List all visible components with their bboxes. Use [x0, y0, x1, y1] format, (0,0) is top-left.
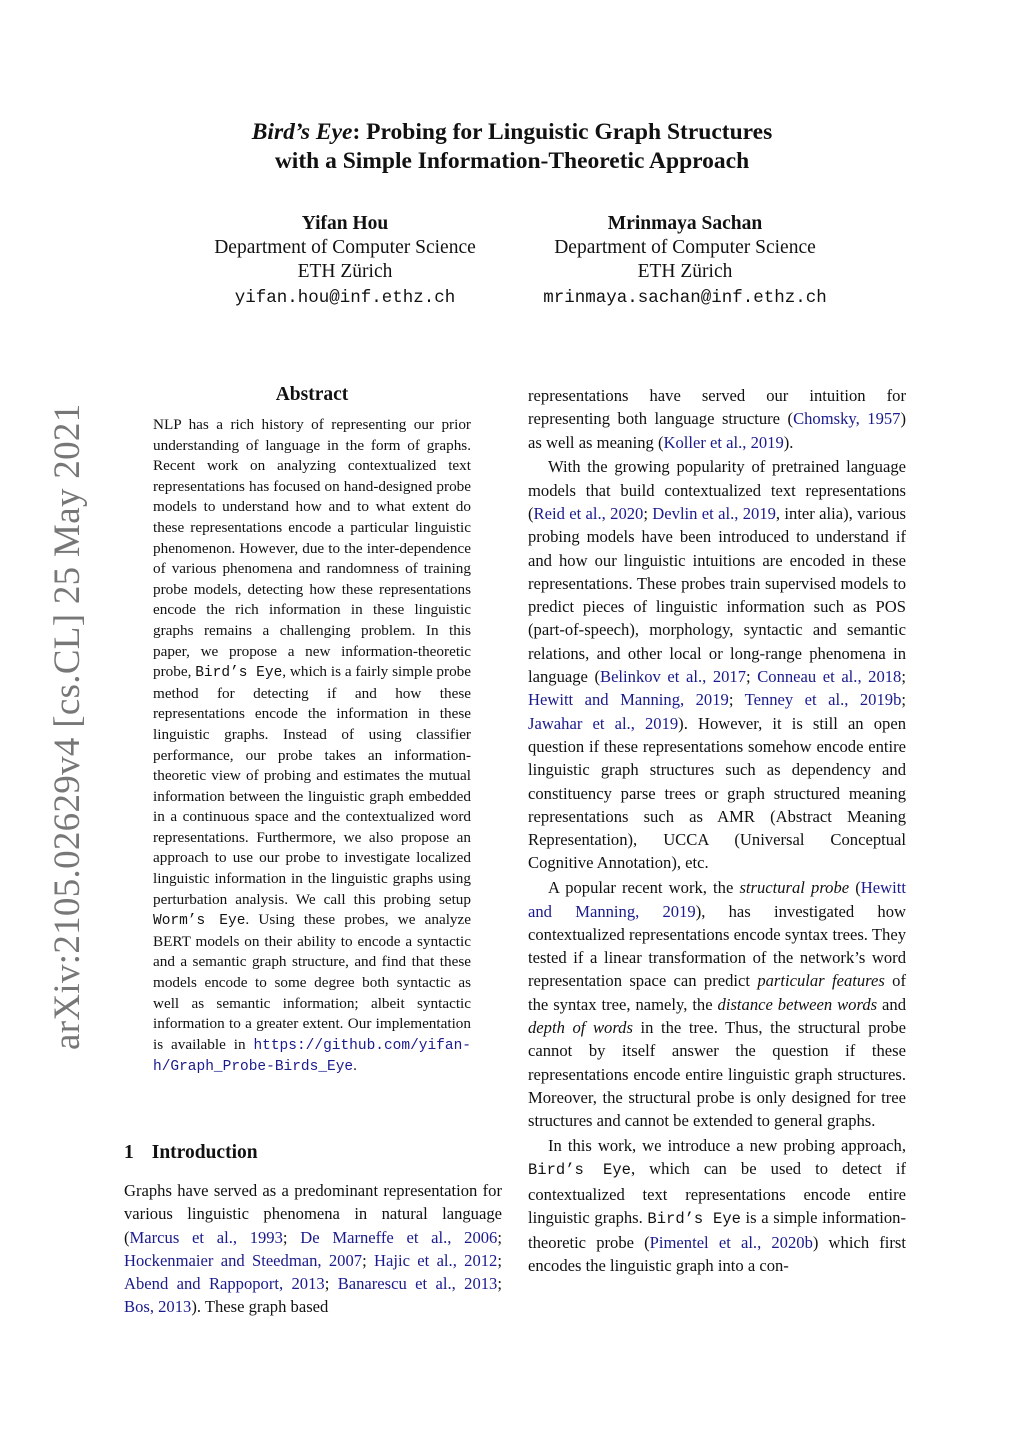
citation-link[interactable]: Abend and Rappoport, 2013 [124, 1274, 325, 1294]
section-number: 1 [124, 1142, 134, 1163]
citation-link[interactable]: Hajic et al., 2012 [374, 1250, 498, 1270]
abstract-text-2: , which is a fairly simple probe method for detecting if and how these representations encode the information in these linguistic graphs. Instead of using classifier performance, our probe takes an information-theoretic view of probing and estimates the mutual information between the linguistic graph embedded in a continuous space and the contextualized word representations. Furthermore, we also propose an approach to use our probe to investigate localized linguistic information in the linguistic graphs using perturbation analysis. We call this probing setup [153, 663, 472, 908]
section-title: Introduction [151, 1142, 258, 1163]
citation-link[interactable]: Bos, 2013 [124, 1297, 192, 1317]
emphasis: particular features [757, 971, 885, 991]
author-institution: ETH Zürich [637, 261, 733, 282]
author-email[interactable]: mrinmaya.sachan@inf.ethz.ch [543, 288, 827, 308]
emphasis: distance between words [717, 994, 878, 1014]
paper-title [0, 118, 1024, 176]
emphasis: structural probe [739, 878, 850, 898]
probe-name-worms-eye: Worm’s Eye [153, 913, 246, 930]
citation-link[interactable]: Hockenmaier and Steedman, 2007 [124, 1250, 363, 1270]
author-name: Mrinmaya Sachan [607, 213, 763, 234]
abstract-text-3: . Using these probes, we analyze BERT models on their ability to encode a syntactic and a semantic graph structure, and find that these models encode to some degree both syntactic as well as semantic information; albeit syntactic information to a greater extent. Our implementation is available in [153, 911, 471, 1053]
author-email[interactable]: yifan.hou@inf.ethz.ch [234, 288, 456, 308]
title-italic-part: Bird’s Eye [251, 119, 353, 145]
author-institution: ETH Zürich [297, 261, 393, 282]
emphasis: depth of words [528, 1018, 633, 1038]
section-heading-introduction [124, 1142, 258, 1164]
citation-link[interactable]: Banarescu et al., 2013 [337, 1274, 498, 1294]
probe-name-birds-eye: Bird’s Eye [647, 1209, 741, 1228]
citation-link[interactable]: Reid et al., 2020 [533, 503, 644, 523]
title-line-1 [0, 118, 1024, 147]
citation-link[interactable]: De Marneffe et al., 2006 [300, 1227, 498, 1247]
citation-link[interactable]: Devlin et al., 2019 [652, 503, 776, 523]
probe-name-birds-eye: Bird’s Eye [528, 1161, 631, 1180]
citation-link[interactable]: Jawahar et al., 2019 [528, 713, 679, 733]
citation-link[interactable]: Chomsky, 1957 [793, 409, 901, 429]
abstract-body: NLP has a rich history of representing our prior understanding of language in the form of graphs. Recent work on analyzing contextualized text representations has focused on hand-designed probe models to understand how and to what extent do these representations encode a particular linguistic phenomenon. However, due to the inter-dependence of various phenomena and randomness of training probe models, detecting how these representations encode the rich information in these linguistic graphs remains a challenging problem. In this paper, we propose a new information-theoretic probe, Bird’s Eye, which is a fairly simple probe method for detecting if and how these representations encode the information in these linguistic graphs. Instead of using classifier performance, our probe takes an information-theoretic view of probing and estimates the mutual information between the linguistic graph embedded in a continuous space and the contextualized word representations. Furthermore, we also propose an approach to use our probe to investigate localized linguistic information in the linguistic graphs using perturbation analysis. We call this probing setup Worm’s Eye. Using these probes, we analyze BERT models on their ability to encode a syntactic and a semantic graph structure, and find that these models encode to some degree both syntactic as well as semantic information; albeit syntactic information to a greater extent. Our implementation is available in https://github.com/yifan-h/Graph_Probe-Birds_Eye. [153, 416, 472, 1076]
intro-paragraph-3: A popular recent work, the structural probe (Hewitt and Manning, 2019), has investigated how contextualized representations encode syntax trees. They tested if a linear transformation of the network’s word representation space can predict particular features of the syntax tree, namely, the distance between words and depth of words in the tree. Thus, the structural probe cannot by itself answer the question if these representations encode entire linguistic graph structures. Moreover, the structural probe is only designed for tree structures and cannot be extended to general graphs. [528, 878, 906, 1131]
citation-link[interactable]: Marcus et al., 1993 [129, 1227, 283, 1247]
probe-name-birds-eye: Bird’s Eye [195, 665, 283, 682]
title-rest: : Probing for Linguistic Graph Structures [352, 119, 773, 145]
citation-link[interactable]: Koller et al., 2019 [663, 432, 784, 452]
arxiv-identifier: arXiv:2105.02629v4 [cs.CL] 25 May 2021 [47, 403, 88, 1050]
author-department: Department of Computer Science [214, 237, 476, 258]
right-column [528, 384, 906, 1279]
citation-link[interactable]: Hewitt and Manning, 2019 [528, 690, 729, 710]
citation-link[interactable]: Hewitt and Manning, 2019 [528, 878, 906, 921]
github-link[interactable]: https://github.com/yifan-h/Graph_Probe-Birds_Eye [153, 1037, 471, 1076]
author-block-1 [165, 212, 525, 310]
author-name: Yifan Hou [301, 213, 389, 234]
abstract-text-1: NLP has a rich history of representing our prior understanding of language in the form of graphs. Recent work on analyzing contextualized text representations has focused on hand-designed probe models to understand how and to what extent do these representations encode a particular linguistic phenomenon. However, due to the inter-dependence of various phenomena and randomness of training probe models, detecting how these representations encode the rich information in these linguistic graphs remains a challenging problem. In this paper, we propose a new information-theoretic probe, [153, 416, 471, 681]
author-block-2 [505, 212, 865, 310]
citation-link[interactable]: Conneau et al., 2018 [757, 667, 902, 687]
title-line-2: with a Simple Information-Theoretic Approach [274, 148, 750, 174]
citation-link[interactable]: Belinkov et al., 2017 [600, 667, 747, 687]
intro-paragraph-2: With the growing popularity of pretrained language models that build contextualized text representations (Reid et al., 2020; Devlin et al., 2019, inter alia), various probing models have been introduced to understand if and how our linguistic intuitions are encoded in these representations. These probes train supervised models to predict pieces of linguistic information such as POS (part-of-speech), morphology, syntactic and semantic relations, and other local or long-range phenomena in language (Belinkov et al., 2017; Conneau et al., 2018; Hewitt and Manning, 2019; Tenney et al., 2019b; Jawahar et al., 2019). However, it is still an open question if these representations somehow encode entire linguistic graph structures such as dependency and constituency parse trees or graph structured meaning representations such as AMR (Abstract Meaning Representation), UCCA (Universal Conceptual Cognitive Annotation), etc. [528, 457, 906, 873]
citation-link[interactable]: Tenney et al., 2019b [744, 690, 902, 710]
intro-paragraph-1-continued: representations have served our intuition for representing both language structure (Chomsky, 1957) as well as meaning (Koller et al., 2019). [528, 386, 906, 452]
citation-link[interactable]: Pimentel et al., 2020b [649, 1233, 813, 1253]
abstract-heading: Abstract [275, 384, 349, 405]
author-department: Department of Computer Science [554, 237, 816, 258]
intro-paragraph-1: Graphs have served as a predominant representation for various linguistic phenomena in natural language (Marcus et al., 1993; De Marneffe et al., 2006; Hockenmaier and Steedman, 2007; Hajic et al., 2012; Abend and Rappoport, 2013; Banarescu et al., 2013; Bos, 2013). These graph based [124, 1181, 502, 1317]
intro-paragraph-4: In this work, we introduce a new probing approach, Bird’s Eye, which can be used to detect if contextualized text representations encode entire linguistic graphs. Bird’s Eye is a simple information-theoretic probe (Pimentel et al., 2020b) which first encodes the linguistic graph into a con- [528, 1136, 906, 1276]
